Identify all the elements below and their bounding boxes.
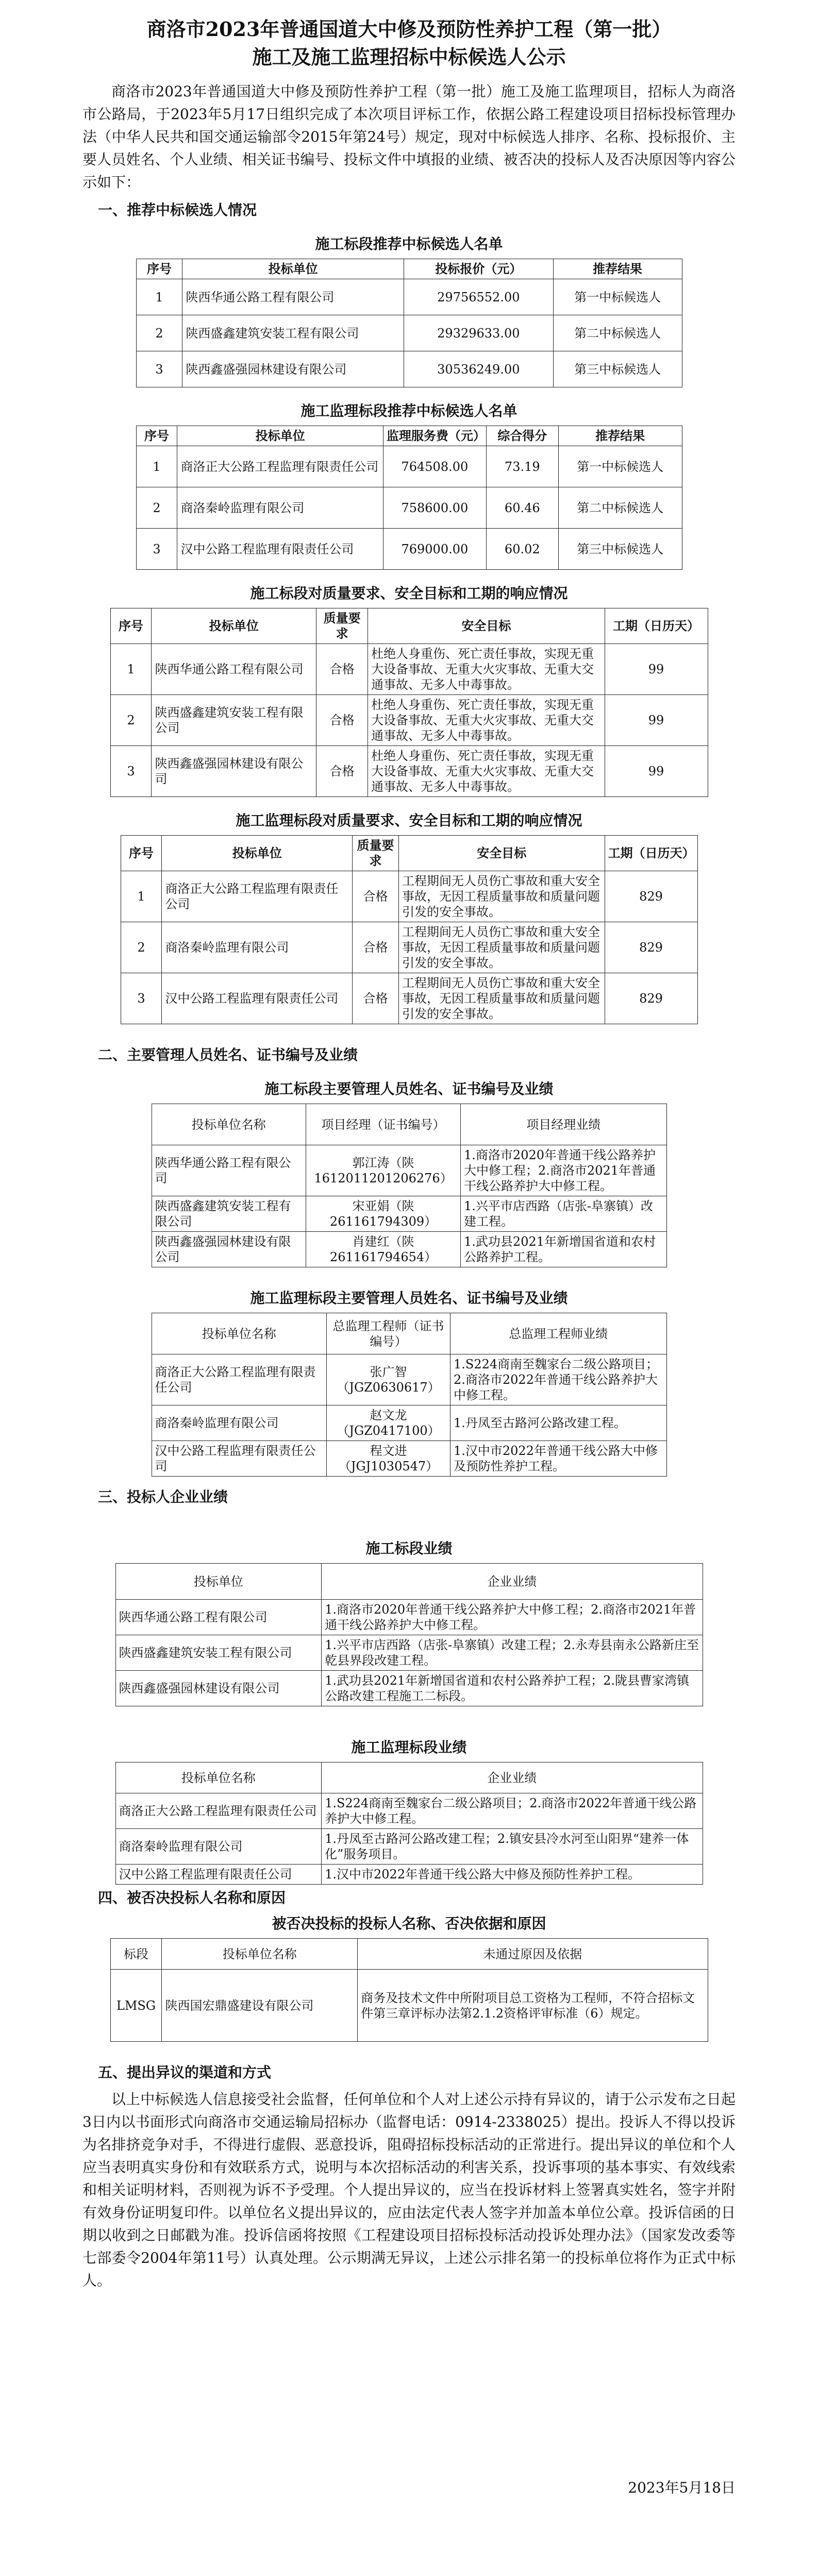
- table-cell: 商洛正大公路工程监理有限责任公司: [115, 1793, 322, 1829]
- table-cell: 陕西华通公路工程有限公司: [152, 644, 316, 695]
- table-cell: 1.商洛市2020年普通干线公路养护大中修工程；2.商洛市2021年普通干线公路养护大中修工程。: [461, 1145, 666, 1196]
- table-header-cell: 安全目标: [368, 608, 605, 644]
- table-cell: 汉中公路工程监理有限责任公司: [152, 1441, 327, 1477]
- table-cell: 陕西华通公路工程有限公司: [182, 279, 404, 315]
- table-cell: 2: [136, 315, 182, 351]
- construction-candidates-table: [136, 259, 682, 387]
- table-cell: 合格: [353, 871, 399, 922]
- table-row: [136, 446, 682, 487]
- table-header-cell: 工期（日历天）: [605, 836, 697, 871]
- table-cell: 陕西盛鑫建筑安装工程有限公司: [182, 315, 404, 351]
- table-cell: 杜绝人身重伤、死亡责任事故，实现无重大设备事故、无重大火灾事故、无重大交通事故、无多人中毒事故。: [368, 746, 605, 797]
- objection-paragraph: 以上中标候选人信息接受社会监督，任何单位和个人对上述公示持有异议的，请于公示发布之日起3日内以书面形式向商洛市交通运输局招标办（监督电话：0914-2338025）提出。投诉人不得以投诉为名排挤竞争对手，不得进行虚假、恶意投诉，阻碍招标投标活动的正常进行。提出异议的单位和个人应当表明真实身份和有效联系方式，说明与本次招标活动的利害关系，投诉事项的基本事实、有效线索和相关证明材料，否则视为诉不予受理。个人提出异议的，应当在投诉材料上签署真实姓名，签字并附有效身份证明复印件。以单位名义提出异议的，应由法定代表人签字并加盖本单位公章。投诉信函的日期以收到之日邮戳为准。投诉信函将按照《工程建设项目招标投标活动投诉处理办法》（国家发改委等七部委令2004年第11号）认真处理。公示期满无异议，上述公示排名第一的投标单位将作为正式中标人。: [82, 2091, 736, 2289]
- section-key-personnel: 二、主要管理人员姓名、证书编号及业绩: [98, 1046, 358, 1063]
- table-cell: 汉中公路工程监理有限责任公司: [162, 973, 353, 1024]
- table-header-cell: 质量要求: [316, 608, 368, 644]
- table-cell: 杜绝人身重伤、死亡责任事故，实现无重大设备事故、无重大火灾事故、无重大交通事故、无多人中毒事故。: [368, 644, 605, 695]
- table-cell: 商洛秦岭监理有限公司: [177, 487, 383, 529]
- table-cell: 陕西鑫盛强园林建设有限公司: [152, 746, 316, 797]
- table-cell: 3: [136, 351, 182, 387]
- table-cell: 1.汉中市2022年普通干线公路大中修及预防性养护工程。: [450, 1441, 666, 1477]
- notice-title-line1: 商洛市2023年普通国道大中修及预防性养护工程（第一批）: [146, 18, 672, 41]
- table-cell: 829: [605, 973, 697, 1024]
- table-cell: 60.46: [486, 487, 558, 529]
- table-row: [152, 1196, 666, 1232]
- table-cell: 陕西盛鑫建筑安装工程有限公司: [115, 1635, 322, 1671]
- notice-date: 2023年5月18日: [628, 2479, 736, 2496]
- table-cell: 工程期间无人员伤亡事故和重大安全事故，无因工程质量事故和质量问题引发的安全事故。: [398, 871, 605, 922]
- intro-paragraph: 商洛市2023年普通国道大中修及预防性养护工程（第一批）施工及施工监理项目，招标人为商洛市公路局，于2023年5月17日组织完成了本次项目评标工作，依据公路工程建设项目招标投标管理办法（中华人民共和国交通运输部令2015年第24号）规定，现对中标候选人排序、名称、投标报价、主要人员姓名、个人业绩、相关证书编号、投标文件中填报的业绩、被否决的投标人及否决原因等内容公示如下：: [82, 83, 736, 191]
- table-header-cell: 投标单位名称: [152, 1313, 327, 1354]
- table-row: [152, 1145, 666, 1196]
- table9-caption: 被否决投标的投标人名称、否决依据和原因: [272, 1915, 546, 1932]
- rejected-bidders-table: [110, 1938, 708, 2042]
- table-cell: 张广智（JGZ0630617）: [327, 1354, 450, 1405]
- table-cell: 764508.00: [383, 446, 486, 487]
- table-header-cell: 综合得分: [486, 426, 558, 446]
- table-cell: 陕西国宏鼎盛建设有限公司: [162, 1970, 358, 2042]
- table-cell: 商务及技术文件中所附项目总工资格为工程师，不符合招标文件第三章评标办法第2.1.2资格评审标准（6）规定。: [358, 1970, 708, 2042]
- table-cell: 758600.00: [383, 487, 486, 529]
- notice-title-line2: 施工及施工监理招标中标候选人公示: [252, 45, 566, 69]
- table-header-cell: 推荐结果: [558, 426, 682, 446]
- table-header-row: [136, 259, 682, 279]
- table-header-cell: 质量要求: [353, 836, 399, 871]
- section-recommended-candidates: 一、推荐中标候选人情况: [98, 201, 257, 218]
- table-row: [136, 529, 682, 570]
- table-cell: 陕西鑫盛强园林建设有限公司: [182, 351, 404, 387]
- table-cell: 29756552.00: [404, 279, 553, 315]
- table-cell: 1.商洛市2020年普通干线公路养护大中修工程；2.商洛市2021年普通干线公路养护大中修工程。: [322, 1600, 703, 1635]
- table-cell: 3: [110, 746, 152, 797]
- construction-response-table: [110, 608, 708, 797]
- table-cell: 769000.00: [383, 529, 486, 570]
- table-cell: 2: [136, 487, 177, 529]
- section-rejected-bidders: 四、被否决投标人名称和原因: [98, 1889, 286, 1906]
- table-cell: 99: [605, 695, 708, 746]
- table-header-cell: 工期（日历天）: [605, 608, 708, 644]
- table-row: [121, 973, 697, 1024]
- table-cell: 1.S224商南至魏家台二级公路项目；2.商洛市2022年普通干线公路养护大中修工程。: [322, 1793, 703, 1829]
- table4-caption: 施工监理标段对质量要求、安全目标和工期的响应情况: [236, 812, 582, 829]
- table-header-cell: 投标单位名称: [152, 1104, 306, 1145]
- table-row: [152, 1405, 666, 1441]
- table-cell: 第三中标候选人: [558, 529, 682, 570]
- table-header-cell: 投标单位: [177, 426, 383, 446]
- table-cell: 99: [605, 644, 708, 695]
- table-header-cell: 项目经理业绩: [461, 1104, 666, 1145]
- section-enterprise-performance: 三、投标人企业业绩: [98, 1488, 228, 1505]
- table-row: [115, 1671, 703, 1706]
- table-row: [110, 695, 708, 746]
- table-header-cell: 总监理工程师（证书编号）: [327, 1313, 450, 1354]
- table-cell: LMSG: [110, 1970, 162, 2042]
- supervision-performance-table: [115, 1762, 703, 1885]
- table-header-cell: 序号: [121, 836, 162, 871]
- table-header-cell: 企业业绩: [322, 1762, 703, 1793]
- table-cell: 合格: [353, 973, 399, 1024]
- table-cell: 第三中标候选人: [553, 351, 682, 387]
- table-cell: 商洛秦岭监理有限公司: [152, 1405, 327, 1441]
- table-cell: 杜绝人身重伤、死亡责任事故，实现无重大设备事故、无重大火灾事故、无重大交通事故、无多人中毒事故。: [368, 695, 605, 746]
- table-header-cell: 投标单位: [152, 608, 316, 644]
- table-cell: 1: [136, 279, 182, 315]
- table-header-cell: 总监理工程师业绩: [450, 1313, 666, 1354]
- table-header-cell: 投标单位名称: [162, 1939, 358, 1970]
- table-header-row: [121, 836, 697, 871]
- table-cell: 60.02: [486, 529, 558, 570]
- table-row: [121, 922, 697, 973]
- table-cell: 合格: [316, 695, 368, 746]
- table-cell: 1.S224商南至魏家台二级公路项目；2.商洛市2022年普通干线公路养护大中修工程。: [450, 1354, 666, 1405]
- table-row: [136, 487, 682, 529]
- table-cell: 赵文龙（JGZ0417100）: [327, 1405, 450, 1441]
- table7-caption: 施工标段业绩: [365, 1540, 453, 1557]
- section-objection-channel: 五、提出异议的渠道和方式: [98, 2064, 272, 2081]
- table-cell: 合格: [316, 644, 368, 695]
- table-cell: 陕西盛鑫建筑安装工程有限公司: [152, 695, 316, 746]
- table-header-row: [110, 1939, 708, 1970]
- table-row: [115, 1793, 703, 1829]
- table-row: [136, 351, 682, 387]
- table-row: [110, 746, 708, 797]
- table-header-cell: 投标单位: [115, 1564, 322, 1600]
- table-row: [152, 1232, 666, 1267]
- table-cell: 1: [121, 871, 162, 922]
- table-row: [115, 1829, 703, 1865]
- table-cell: 1.武功县2021年新增国省道和农村公路养护工程。: [461, 1232, 666, 1267]
- supervision-personnel-table: [152, 1313, 667, 1477]
- table-row: [115, 1865, 703, 1885]
- table-cell: 2: [110, 695, 152, 746]
- table-header-cell: 序号: [136, 259, 182, 279]
- table-header-cell: 标段: [110, 1939, 162, 1970]
- table-cell: 陕西盛鑫建筑安装工程有限公司: [152, 1196, 306, 1232]
- table-header-row: [136, 426, 682, 446]
- table-header-cell: 投标报价（元）: [404, 259, 553, 279]
- table-header-row: [115, 1564, 703, 1600]
- table-cell: 商洛正大公路工程监理有限责任公司: [152, 1354, 327, 1405]
- table2-caption: 施工监理标段推荐中标候选人名单: [301, 402, 517, 419]
- table-cell: 3: [136, 529, 177, 570]
- table-cell: 3: [121, 973, 162, 1024]
- table5-caption: 施工标段主要管理人员姓名、证书编号及业绩: [264, 1080, 554, 1097]
- table-header-row: [110, 608, 708, 644]
- table-cell: 1.丹凤至古路河公路改建工程；2.镇安县冷水河至山阳界“建养一体化”服务项目。: [322, 1829, 703, 1865]
- table-row: [136, 279, 682, 315]
- table-header-cell: 安全目标: [398, 836, 605, 871]
- table-header-cell: 推荐结果: [553, 259, 682, 279]
- table-cell: 第一中标候选人: [558, 446, 682, 487]
- table-cell: 1: [136, 446, 177, 487]
- table-cell: 宋亚娟（陕261161794309）: [306, 1196, 461, 1232]
- table-cell: 73.19: [486, 446, 558, 487]
- table-cell: 1.丹凤至古路河公路改建工程。: [450, 1405, 666, 1441]
- table-cell: 工程期间无人员伤亡事故和重大安全事故，无因工程质量事故和质量问题引发的安全事故。: [398, 922, 605, 973]
- table-cell: 829: [605, 922, 697, 973]
- table-cell: 肖建红（陕261161794654）: [306, 1232, 461, 1267]
- table-cell: 商洛正大公路工程监理有限责任公司: [177, 446, 383, 487]
- table-row: [115, 1600, 703, 1635]
- table-cell: 99: [605, 746, 708, 797]
- table8-caption: 施工监理标段业绩: [351, 1739, 467, 1756]
- table-cell: 第二中标候选人: [558, 487, 682, 529]
- table-cell: 合格: [353, 922, 399, 973]
- table-cell: 陕西鑫盛强园林建设有限公司: [152, 1232, 306, 1267]
- table-cell: 商洛秦岭监理有限公司: [115, 1829, 322, 1865]
- table-cell: 郭江涛（陕1612011201206276）: [306, 1145, 461, 1196]
- table3-caption: 施工标段对质量要求、安全目标和工期的响应情况: [250, 585, 568, 602]
- table-row: [115, 1635, 703, 1671]
- table-cell: 1.兴平市店西路（店张-阜寨镇）改建工程。: [461, 1196, 666, 1232]
- construction-performance-table: [115, 1563, 703, 1706]
- table-header-cell: 投标单位: [182, 259, 404, 279]
- table-header-row: [152, 1313, 666, 1354]
- table-cell: 商洛正大公路工程监理有限责任公司: [162, 871, 353, 922]
- table-cell: 1.汉中市2022年普通干线公路大中修及预防性养护工程。: [322, 1865, 703, 1885]
- table-cell: 汉中公路工程监理有限责任公司: [115, 1865, 322, 1885]
- table-cell: 第二中标候选人: [553, 315, 682, 351]
- table-row: [152, 1354, 666, 1405]
- table-cell: 陕西华通公路工程有限公司: [152, 1145, 306, 1196]
- table-cell: 30536249.00: [404, 351, 553, 387]
- table-row: [136, 315, 682, 351]
- table-cell: 1.武功县2021年新增国省道和农村公路养护工程；2.陇县曹家湾镇公路改建工程施工二标段。: [322, 1671, 703, 1706]
- table-header-cell: 未通过原因及依据: [358, 1939, 708, 1970]
- table-header-cell: 投标单位名称: [115, 1762, 322, 1793]
- table-cell: 29329633.00: [404, 315, 553, 351]
- table-header-row: [115, 1762, 703, 1793]
- table-cell: 程文进（JGJ1030547）: [327, 1441, 450, 1477]
- table-row: [110, 1970, 708, 2042]
- table-row: [152, 1441, 666, 1477]
- table-cell: 1: [110, 644, 152, 695]
- table-cell: 829: [605, 871, 697, 922]
- table-cell: 2: [121, 922, 162, 973]
- table-header-cell: 项目经理（证书编号）: [306, 1104, 461, 1145]
- table-header-cell: 序号: [136, 426, 177, 446]
- construction-personnel-table: [152, 1104, 667, 1267]
- table-cell: 1.兴平市店西路（店张-阜寨镇）改建工程；2.永寿县南永公路新庄至乾县界段改建工程。: [322, 1635, 703, 1671]
- table-cell: 合格: [316, 746, 368, 797]
- table-row: [121, 871, 697, 922]
- supervision-response-table: [121, 835, 698, 1024]
- table-cell: 第一中标候选人: [553, 279, 682, 315]
- table-cell: 汉中公路工程监理有限责任公司: [177, 529, 383, 570]
- table-header-cell: 序号: [110, 608, 152, 644]
- table-cell: 商洛秦岭监理有限公司: [162, 922, 353, 973]
- table-cell: 陕西鑫盛强园林建设有限公司: [115, 1671, 322, 1706]
- supervision-candidates-table: [136, 426, 682, 570]
- table-row: [110, 644, 708, 695]
- table-header-cell: 企业业绩: [322, 1564, 703, 1600]
- table-cell: 陕西华通公路工程有限公司: [115, 1600, 322, 1635]
- table-header-row: [152, 1104, 666, 1145]
- table-header-cell: 投标单位: [162, 836, 353, 871]
- table-cell: 工程期间无人员伤亡事故和重大安全事故，无因工程质量事故和质量问题引发的安全事故。: [398, 973, 605, 1024]
- table1-caption: 施工标段推荐中标候选人名单: [315, 235, 503, 252]
- table6-caption: 施工监理标段主要管理人员姓名、证书编号及业绩: [250, 1290, 568, 1307]
- table-header-cell: 监理服务费（元）: [383, 426, 486, 446]
